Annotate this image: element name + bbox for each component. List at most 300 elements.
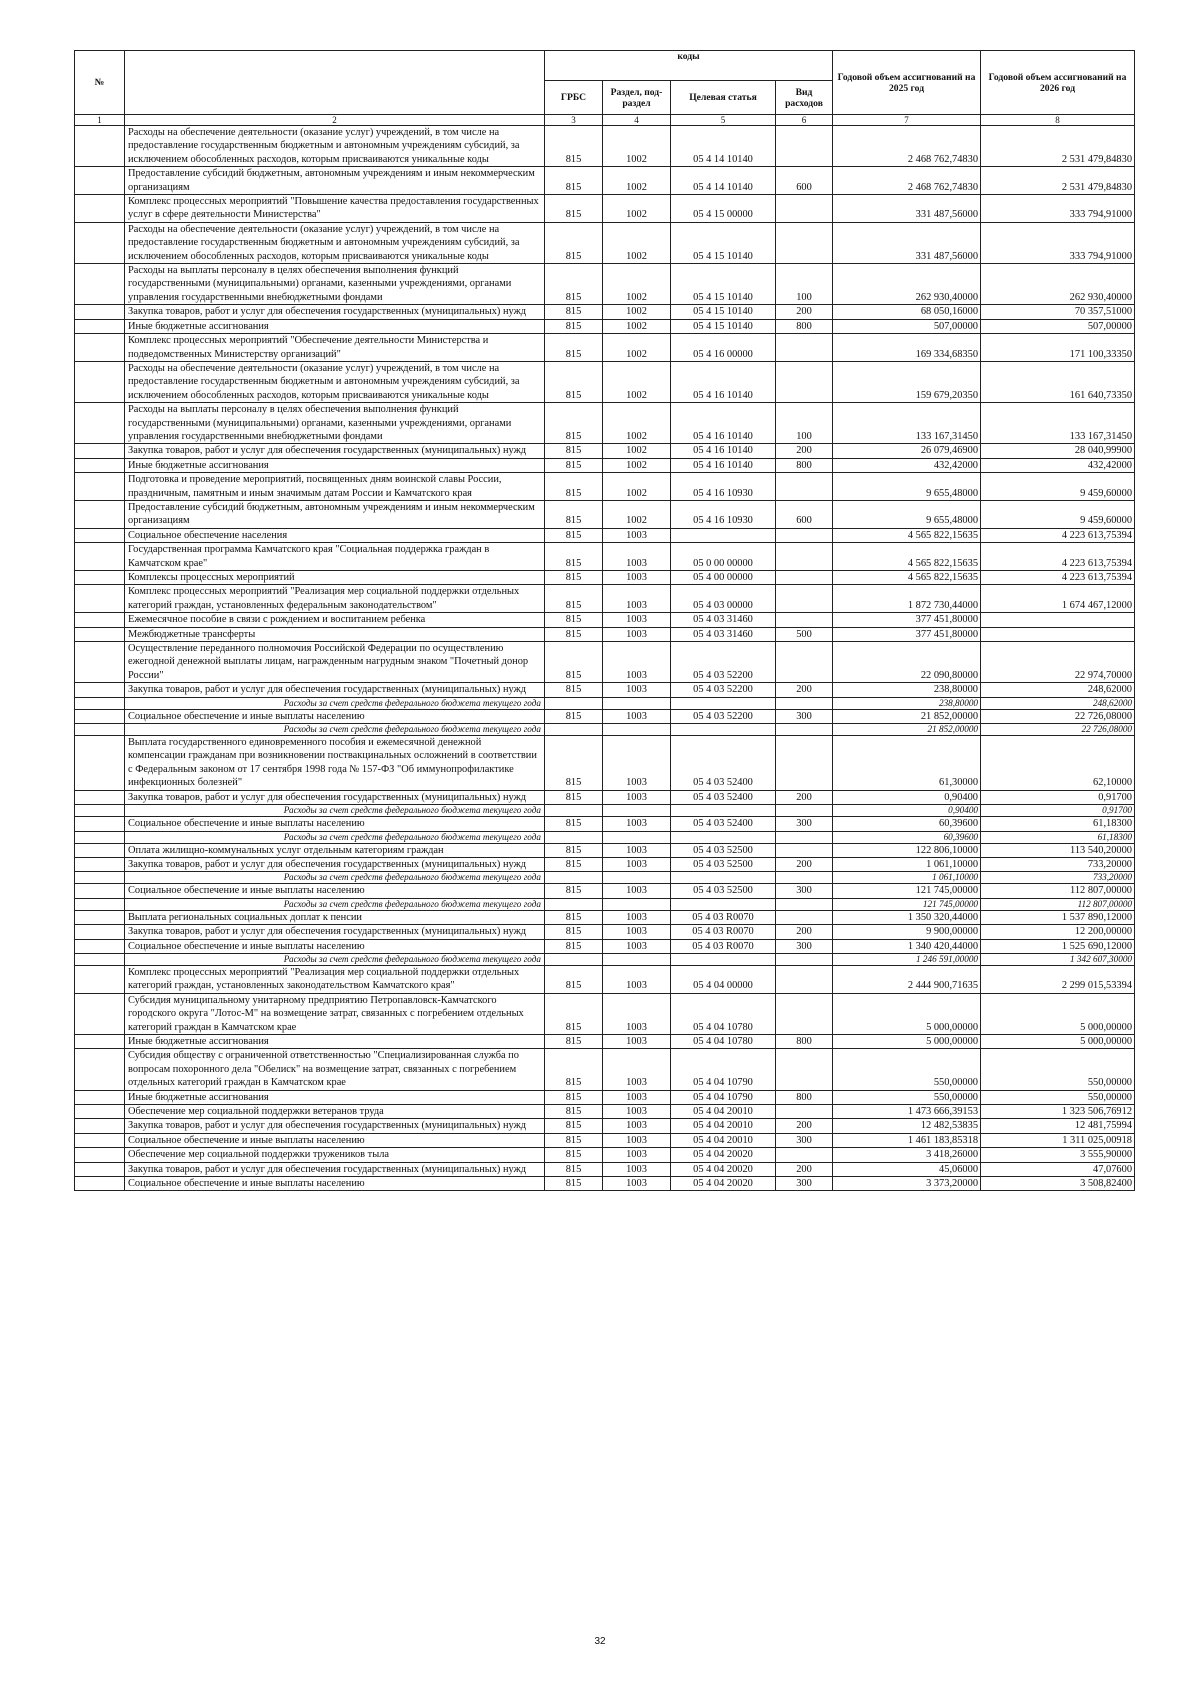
row-name-cell: Комплекс процессных мероприятий "Повышение качества предоставления государственных услуг в сфере деятельности Министерства" [125, 195, 545, 223]
amount-2025-cell: 122 806,10000 [833, 843, 981, 857]
row-number-cell [75, 264, 125, 305]
amount-2025-cell: 1 246 591,00000 [833, 953, 981, 965]
amount-2025-cell: 1 350 320,44000 [833, 910, 981, 924]
section-cell: 1002 [603, 403, 671, 444]
row-number-cell [75, 319, 125, 333]
amount-2026-cell: 1 323 506,76912 [981, 1105, 1135, 1119]
grbs-cell: 815 [545, 473, 603, 501]
expense-kind-cell [776, 910, 833, 924]
amount-2025-cell: 238,80000 [833, 683, 981, 697]
amount-2026-cell: 61,18300 [981, 817, 1135, 831]
amount-2025-cell: 4 565 822,15635 [833, 528, 981, 542]
column-number: 1 [75, 115, 125, 126]
target-article-cell: 05 0 00 00000 [671, 543, 776, 571]
amount-2025-cell: 9 900,00000 [833, 925, 981, 939]
table-row [75, 1148, 1135, 1162]
table-row [75, 613, 1135, 627]
header-number: № [75, 51, 125, 115]
amount-2026-cell: 1 311 025,00918 [981, 1133, 1135, 1147]
section-cell: 1002 [603, 500, 671, 528]
expense-kind-cell: 800 [776, 458, 833, 472]
table-row [75, 195, 1135, 223]
table-row [75, 1090, 1135, 1104]
amount-2026-cell: 112 807,00000 [981, 898, 1135, 910]
federal-budget-subrow [75, 898, 1135, 910]
amount-2026-cell: 22 974,70000 [981, 642, 1135, 683]
section-cell: 1002 [603, 264, 671, 305]
section-cell [603, 805, 671, 817]
row-name-cell: Расходы за счет средств федерального бюджета текущего года [125, 898, 545, 910]
grbs-cell [545, 953, 603, 965]
section-cell: 1003 [603, 736, 671, 791]
federal-budget-subrow [75, 697, 1135, 709]
grbs-cell: 815 [545, 857, 603, 871]
amount-2026-cell: 432,42000 [981, 458, 1135, 472]
amount-2025-cell: 432,42000 [833, 458, 981, 472]
amount-2025-cell: 5 000,00000 [833, 993, 981, 1034]
amount-2025-cell: 4 565 822,15635 [833, 543, 981, 571]
column-number: 3 [545, 115, 603, 126]
header-column-numbers [75, 115, 1135, 126]
target-article-cell: 05 4 16 10140 [671, 444, 776, 458]
row-name-cell: Расходы на выплаты персоналу в целях обеспечения выполнения функций государственными (муниципальными) органами, казенными учреждениями, органами управления государственными внебюджетными фондами [125, 403, 545, 444]
row-number-cell [75, 831, 125, 843]
target-article-cell: 05 4 15 10140 [671, 319, 776, 333]
expense-kind-cell: 200 [776, 683, 833, 697]
expense-kind-cell: 200 [776, 790, 833, 804]
expense-kind-cell: 500 [776, 627, 833, 641]
amount-2026-cell: 2 299 015,53394 [981, 965, 1135, 993]
target-article-cell [671, 528, 776, 542]
table-row [75, 627, 1135, 641]
header-section: Раздел, под-раздел [603, 81, 671, 115]
amount-2025-cell: 0,90400 [833, 790, 981, 804]
grbs-cell: 815 [545, 709, 603, 723]
header-target: Целевая статья [671, 81, 776, 115]
section-cell: 1003 [603, 709, 671, 723]
expense-kind-cell [776, 843, 833, 857]
amount-2026-cell: 5 000,00000 [981, 993, 1135, 1034]
grbs-cell: 815 [545, 458, 603, 472]
expense-kind-cell: 800 [776, 1090, 833, 1104]
amount-2025-cell: 2 468 762,74830 [833, 126, 981, 167]
grbs-cell [545, 697, 603, 709]
target-article-cell: 05 4 16 10930 [671, 473, 776, 501]
row-name-cell: Государственная программа Камчатского края "Социальная поддержка граждан в Камчатском крае" [125, 543, 545, 571]
grbs-cell: 815 [545, 965, 603, 993]
row-name-cell: Обеспечение мер социальной поддержки тружеников тыла [125, 1148, 545, 1162]
row-number-cell [75, 627, 125, 641]
grbs-cell: 815 [545, 884, 603, 898]
expense-kind-cell [776, 642, 833, 683]
federal-budget-subrow [75, 872, 1135, 884]
section-cell: 1003 [603, 843, 671, 857]
expense-kind-cell [776, 585, 833, 613]
table-row [75, 264, 1135, 305]
amount-2025-cell: 0,90400 [833, 805, 981, 817]
row-name-cell: Расходы на обеспечение деятельности (оказание услуг) учреждений, в том числе на предоставление государственным бюджетным и автономным учреждениям субсидий, за исключением обособленных расходов, которым присваиваются уникальные коды [125, 126, 545, 167]
row-name-cell: Социальное обеспечение и иные выплаты населению [125, 884, 545, 898]
amount-2026-cell: 262 930,40000 [981, 264, 1135, 305]
header-grbs: ГРБС [545, 81, 603, 115]
row-name-cell: Закупка товаров, работ и услуг для обеспечения государственных (муниципальных) нужд [125, 1119, 545, 1133]
row-name-cell: Социальное обеспечение и иные выплаты населению [125, 817, 545, 831]
amount-2025-cell: 68 050,16000 [833, 305, 981, 319]
column-number: 8 [981, 115, 1135, 126]
target-article-cell: 05 4 03 00000 [671, 585, 776, 613]
section-cell [603, 697, 671, 709]
table-row [75, 1105, 1135, 1119]
amount-2026-cell: 171 100,33350 [981, 334, 1135, 362]
target-article-cell: 05 4 04 10780 [671, 993, 776, 1034]
row-name-cell: Иные бюджетные ассигнования [125, 458, 545, 472]
column-number: 5 [671, 115, 776, 126]
row-number-cell [75, 642, 125, 683]
target-article-cell: 05 4 03 52500 [671, 843, 776, 857]
grbs-cell: 815 [545, 939, 603, 953]
amount-2026-cell: 1 537 890,12000 [981, 910, 1135, 924]
row-name-cell: Комплексы процессных мероприятий [125, 571, 545, 585]
amount-2026-cell: 1 674 467,12000 [981, 585, 1135, 613]
grbs-cell: 815 [545, 126, 603, 167]
amount-2025-cell: 238,80000 [833, 697, 981, 709]
expense-kind-cell: 200 [776, 1119, 833, 1133]
amount-2025-cell: 3 418,26000 [833, 1148, 981, 1162]
target-article-cell: 05 4 04 10790 [671, 1090, 776, 1104]
amount-2026-cell: 70 357,51000 [981, 305, 1135, 319]
row-name-cell: Расходы на выплаты персоналу в целях обеспечения выполнения функций государственными (муниципальными) органами, казенными учреждениями, органами управления государственными внебюджетными фондами [125, 264, 545, 305]
table-row [75, 1162, 1135, 1176]
target-article-cell: 05 4 04 10790 [671, 1049, 776, 1090]
table-row [75, 642, 1135, 683]
row-name-cell: Подготовка и проведение мероприятий, посвященных дням воинской славы России, праздничным, памятным и иным значимым датам России и Камчатского края [125, 473, 545, 501]
row-number-cell [75, 898, 125, 910]
expense-kind-cell [776, 805, 833, 817]
grbs-cell: 815 [545, 403, 603, 444]
target-article-cell [671, 697, 776, 709]
row-number-cell [75, 222, 125, 263]
grbs-cell: 815 [545, 305, 603, 319]
amount-2025-cell: 507,00000 [833, 319, 981, 333]
target-article-cell: 05 4 16 10140 [671, 361, 776, 402]
section-cell: 1003 [603, 1177, 671, 1191]
table-row [75, 736, 1135, 791]
row-name-cell: Закупка товаров, работ и услуг для обеспечения государственных (муниципальных) нужд [125, 1162, 545, 1176]
section-cell: 1002 [603, 167, 671, 195]
expense-kind-cell: 200 [776, 444, 833, 458]
target-article-cell: 05 4 04 20010 [671, 1133, 776, 1147]
budget-table-sheet [74, 50, 1134, 1191]
table-row [75, 444, 1135, 458]
expense-kind-cell [776, 953, 833, 965]
table-row [75, 1034, 1135, 1048]
target-article-cell: 05 4 03 31460 [671, 627, 776, 641]
row-number-cell [75, 1133, 125, 1147]
row-number-cell [75, 1105, 125, 1119]
target-article-cell [671, 872, 776, 884]
amount-2025-cell: 9 655,48000 [833, 500, 981, 528]
row-name-cell: Комплекс процессных мероприятий "Реализация мер социальной поддержки отдельных категорий граждан, установленных федеральным законодательством" [125, 585, 545, 613]
row-name-cell: Социальное обеспечение и иные выплаты населению [125, 709, 545, 723]
target-article-cell: 05 4 04 00000 [671, 965, 776, 993]
target-article-cell [671, 953, 776, 965]
grbs-cell [545, 898, 603, 910]
row-name-cell: Расходы на обеспечение деятельности (оказание услуг) учреждений, в том числе на предоставление государственным бюджетным и автономным учреждениям субсидий, за исключением обособленных расходов, которым присваиваются уникальные коды [125, 222, 545, 263]
grbs-cell: 815 [545, 613, 603, 627]
amount-2026-cell: 507,00000 [981, 319, 1135, 333]
section-cell: 1003 [603, 857, 671, 871]
row-name-cell: Межбюджетные трансферты [125, 627, 545, 641]
row-name-cell: Закупка товаров, работ и услуг для обеспечения государственных (муниципальных) нужд [125, 444, 545, 458]
table-row [75, 528, 1135, 542]
grbs-cell: 815 [545, 1034, 603, 1048]
row-number-cell [75, 817, 125, 831]
expense-kind-cell: 200 [776, 305, 833, 319]
row-number-cell [75, 843, 125, 857]
amount-2025-cell: 1 061,10000 [833, 872, 981, 884]
grbs-cell: 815 [545, 444, 603, 458]
table-row [75, 884, 1135, 898]
expense-kind-cell: 600 [776, 167, 833, 195]
table-row [75, 965, 1135, 993]
section-cell [603, 898, 671, 910]
row-name-cell: Закупка товаров, работ и услуг для обеспечения государственных (муниципальных) нужд [125, 790, 545, 804]
table-row [75, 843, 1135, 857]
row-number-cell [75, 334, 125, 362]
section-cell: 1002 [603, 473, 671, 501]
amount-2026-cell: 12 481,75994 [981, 1119, 1135, 1133]
target-article-cell: 05 4 03 31460 [671, 613, 776, 627]
budget-table [74, 50, 1135, 1191]
amount-2025-cell: 331 487,56000 [833, 222, 981, 263]
grbs-cell: 815 [545, 925, 603, 939]
row-number-cell [75, 724, 125, 736]
section-cell [603, 724, 671, 736]
expense-kind-cell [776, 543, 833, 571]
target-article-cell: 05 4 16 10140 [671, 403, 776, 444]
table-row [75, 993, 1135, 1034]
amount-2026-cell: 733,20000 [981, 872, 1135, 884]
expense-kind-cell [776, 361, 833, 402]
amount-2025-cell: 262 930,40000 [833, 264, 981, 305]
row-number-cell [75, 884, 125, 898]
amount-2025-cell: 3 373,20000 [833, 1177, 981, 1191]
table-row [75, 1049, 1135, 1090]
target-article-cell: 05 4 03 52500 [671, 884, 776, 898]
row-number-cell [75, 305, 125, 319]
row-number-cell [75, 939, 125, 953]
grbs-cell: 815 [545, 1162, 603, 1176]
section-cell: 1003 [603, 993, 671, 1034]
grbs-cell: 815 [545, 683, 603, 697]
section-cell: 1003 [603, 925, 671, 939]
row-number-cell [75, 790, 125, 804]
federal-budget-subrow [75, 953, 1135, 965]
amount-2026-cell: 1 342 607,30000 [981, 953, 1135, 965]
amount-2025-cell: 2 468 762,74830 [833, 167, 981, 195]
row-number-cell [75, 857, 125, 871]
row-name-cell: Социальное обеспечение и иные выплаты населению [125, 939, 545, 953]
table-row [75, 910, 1135, 924]
amount-2026-cell: 248,62000 [981, 697, 1135, 709]
expense-kind-cell [776, 872, 833, 884]
grbs-cell: 815 [545, 1119, 603, 1133]
row-name-cell: Иные бюджетные ассигнования [125, 1090, 545, 1104]
amount-2026-cell: 1 525 690,12000 [981, 939, 1135, 953]
section-cell: 1003 [603, 528, 671, 542]
amount-2025-cell: 1 473 666,39153 [833, 1105, 981, 1119]
amount-2025-cell: 60,39600 [833, 817, 981, 831]
row-number-cell [75, 697, 125, 709]
row-name-cell: Иные бюджетные ассигнования [125, 319, 545, 333]
header-kind: Вид расходов [776, 81, 833, 115]
amount-2026-cell [981, 627, 1135, 641]
table-row [75, 334, 1135, 362]
grbs-cell: 815 [545, 817, 603, 831]
amount-2025-cell: 377 451,80000 [833, 613, 981, 627]
expense-kind-cell [776, 334, 833, 362]
table-row [75, 458, 1135, 472]
table-row [75, 403, 1135, 444]
amount-2026-cell: 22 726,08000 [981, 724, 1135, 736]
amount-2025-cell: 159 679,20350 [833, 361, 981, 402]
section-cell: 1003 [603, 1090, 671, 1104]
section-cell: 1002 [603, 126, 671, 167]
federal-budget-subrow [75, 831, 1135, 843]
row-number-cell [75, 571, 125, 585]
row-number-cell [75, 613, 125, 627]
amount-2026-cell: 161 640,73350 [981, 361, 1135, 402]
target-article-cell: 05 4 03 52200 [671, 642, 776, 683]
target-article-cell: 05 4 04 10780 [671, 1034, 776, 1048]
row-name-cell: Субсидия обществу с ограниченной ответственностью "Специализированная служба по вопросам похоронного дела "Обелиск" на возмещение затрат, связанных с погребением отдельных категорий граждан в Камчатском крае [125, 1049, 545, 1090]
section-cell: 1002 [603, 334, 671, 362]
table-row [75, 126, 1135, 167]
amount-2026-cell: 47,07600 [981, 1162, 1135, 1176]
header-2026: Годовой объем ассигнований на 2026 год [981, 51, 1135, 115]
expense-kind-cell [776, 831, 833, 843]
section-cell: 1003 [603, 910, 671, 924]
column-number: 2 [125, 115, 545, 126]
table-row [75, 857, 1135, 871]
row-name-cell: Комплекс процессных мероприятий "Реализация мер социальной поддержки отдельных категорий граждан, установленных законодательством Камчатского края" [125, 965, 545, 993]
amount-2026-cell: 61,18300 [981, 831, 1135, 843]
target-article-cell: 05 4 15 10140 [671, 222, 776, 263]
target-article-cell: 05 4 15 00000 [671, 195, 776, 223]
amount-2025-cell: 133 167,31450 [833, 403, 981, 444]
row-name-cell: Ежемесячное пособие в связи с рождением и воспитанием ребенка [125, 613, 545, 627]
row-name-cell: Расходы за счет средств федерального бюджета текущего года [125, 872, 545, 884]
grbs-cell: 815 [545, 1105, 603, 1119]
grbs-cell: 815 [545, 843, 603, 857]
grbs-cell: 815 [545, 1049, 603, 1090]
amount-2025-cell: 169 334,68350 [833, 334, 981, 362]
expense-kind-cell: 100 [776, 403, 833, 444]
target-article-cell [671, 898, 776, 910]
row-number-cell [75, 403, 125, 444]
table-row [75, 1119, 1135, 1133]
amount-2025-cell: 26 079,46900 [833, 444, 981, 458]
amount-2025-cell: 61,30000 [833, 736, 981, 791]
target-article-cell: 05 4 14 10140 [671, 167, 776, 195]
amount-2026-cell: 3 508,82400 [981, 1177, 1135, 1191]
row-number-cell [75, 195, 125, 223]
row-number-cell [75, 444, 125, 458]
row-name-cell: Выплата государственного единовременного пособия и ежемесячной денежной компенсации гражданам при возникновении поствакцинальных осложнений в соответствии с Федеральным законом от 17 сентября 1998 года № 157-ФЗ "Об иммунопрофилактике инфекционных болезней" [125, 736, 545, 791]
grbs-cell [545, 724, 603, 736]
row-name-cell: Расходы за счет средств федерального бюджета текущего года [125, 953, 545, 965]
target-article-cell: 05 4 03 52400 [671, 817, 776, 831]
grbs-cell: 815 [545, 790, 603, 804]
amount-2025-cell: 1 461 183,85318 [833, 1133, 981, 1147]
section-cell: 1002 [603, 444, 671, 458]
row-name-cell: Оплата жилищно-коммунальных услуг отдельным категориям граждан [125, 843, 545, 857]
table-row [75, 709, 1135, 723]
row-name-cell: Предоставление субсидий бюджетным, автономным учреждениям и иным некоммерческим организациям [125, 167, 545, 195]
section-cell: 1003 [603, 642, 671, 683]
row-number-cell [75, 993, 125, 1034]
amount-2025-cell: 21 852,00000 [833, 709, 981, 723]
row-name-cell: Расходы за счет средств федерального бюджета текущего года [125, 724, 545, 736]
grbs-cell: 815 [545, 361, 603, 402]
amount-2026-cell: 62,10000 [981, 736, 1135, 791]
table-row [75, 939, 1135, 953]
section-cell: 1003 [603, 585, 671, 613]
target-article-cell: 05 4 03 52200 [671, 683, 776, 697]
table-row [75, 790, 1135, 804]
section-cell: 1003 [603, 965, 671, 993]
row-name-cell: Закупка товаров, работ и услуг для обеспечения государственных (муниципальных) нужд [125, 857, 545, 871]
expense-kind-cell: 200 [776, 925, 833, 939]
header-name [125, 51, 545, 115]
expense-kind-cell: 200 [776, 1162, 833, 1176]
amount-2026-cell [981, 613, 1135, 627]
row-number-cell [75, 736, 125, 791]
table-row [75, 683, 1135, 697]
grbs-cell: 815 [545, 167, 603, 195]
amount-2025-cell: 60,39600 [833, 831, 981, 843]
target-article-cell: 05 4 03 52200 [671, 709, 776, 723]
grbs-cell: 815 [545, 1148, 603, 1162]
amount-2025-cell: 12 482,53835 [833, 1119, 981, 1133]
section-cell: 1002 [603, 361, 671, 402]
amount-2025-cell: 331 487,56000 [833, 195, 981, 223]
row-number-cell [75, 1119, 125, 1133]
amount-2025-cell: 21 852,00000 [833, 724, 981, 736]
expense-kind-cell [776, 724, 833, 736]
amount-2025-cell: 9 655,48000 [833, 473, 981, 501]
grbs-cell: 815 [545, 627, 603, 641]
grbs-cell: 815 [545, 993, 603, 1034]
target-article-cell: 05 4 03 52400 [671, 790, 776, 804]
table-body [75, 126, 1135, 1191]
row-name-cell: Расходы за счет средств федерального бюджета текущего года [125, 805, 545, 817]
amount-2026-cell: 113 540,20000 [981, 843, 1135, 857]
section-cell: 1002 [603, 305, 671, 319]
row-number-cell [75, 953, 125, 965]
amount-2026-cell: 28 040,99900 [981, 444, 1135, 458]
grbs-cell: 815 [545, 528, 603, 542]
target-article-cell: 05 4 16 00000 [671, 334, 776, 362]
table-row [75, 543, 1135, 571]
table-row [75, 473, 1135, 501]
grbs-cell: 815 [545, 319, 603, 333]
grbs-cell: 815 [545, 1177, 603, 1191]
row-name-cell: Предоставление субсидий бюджетным, автономным учреждениям и иным некоммерческим организациям [125, 500, 545, 528]
row-number-cell [75, 126, 125, 167]
row-number-cell [75, 1049, 125, 1090]
row-number-cell [75, 1090, 125, 1104]
